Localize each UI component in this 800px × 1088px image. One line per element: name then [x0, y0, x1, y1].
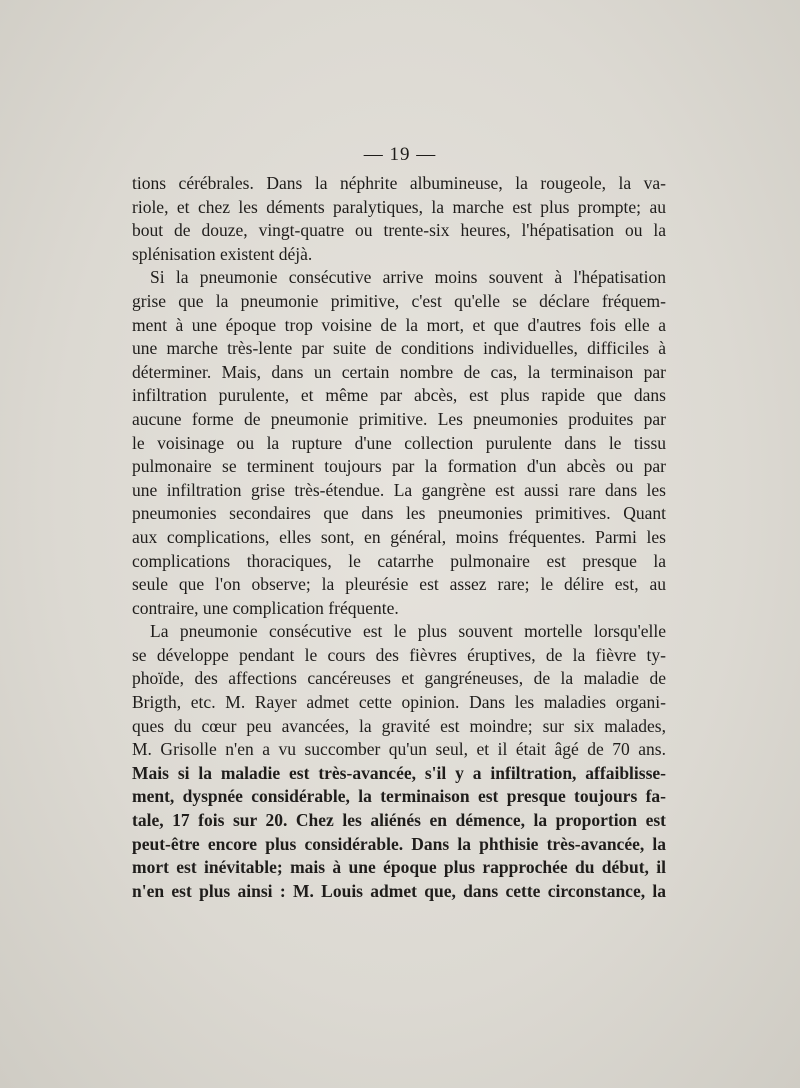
- text-line: tions cérébrales. Dans la néphrite albumineuse, la rougeole, la va-: [132, 173, 666, 193]
- text-line: mort est inévitable; mais à une époque plus rapprochée du début, il: [132, 857, 666, 878]
- page-number: — 19 —: [363, 144, 437, 165]
- text-line: M. Grisolle n'en a vu succomber qu'un seul, et il était âgé de 70 ans.: [132, 739, 666, 760]
- paragraph-1: [132, 172, 666, 266]
- text-line: se développe pendant le cours des fièvres éruptives, de la fièvre ty-: [132, 644, 666, 665]
- body-text: [132, 172, 666, 903]
- text-line: splénisation existent déjà.: [132, 243, 313, 264]
- text-line: ques du cœur peu avancées, la gravité est moindre; sur six malades,: [132, 715, 666, 736]
- text-line: bout de douze, vingt-quatre ou trente-six heures, l'hépatisation ou la: [132, 220, 666, 241]
- text-line: Si la pneumonie consécutive arrive moins souvent à l'hépatisation: [150, 267, 666, 288]
- paragraph-2: [132, 266, 666, 620]
- text-line: le voisinage ou la rupture d'une collection purulente dans le tissu: [132, 432, 666, 453]
- text-line: tale, 17 fois sur 20. Chez les aliénés en démence, la proportion est: [132, 810, 666, 831]
- paragraph-3: [132, 620, 666, 903]
- text-line: ment, dyspnée considérable, la terminaison est presque toujours fa-: [132, 786, 666, 807]
- text-line: ment à une époque trop voisine de la mort, et que d'autres fois elle a: [132, 314, 666, 335]
- text-line: seule que l'on observe; la pleurésie est assez rare; le délire est, au: [132, 574, 666, 595]
- text-line: aux complications, elles sont, en général, moins fréquentes. Parmi les: [132, 526, 666, 547]
- text-line: Mais si la maladie est très-avancée, s'il y a infiltration, affaiblisse-: [132, 762, 666, 783]
- text-line: déterminer. Mais, dans un certain nombre de cas, la terminaison par: [132, 361, 666, 382]
- text-line: phoïde, des affections cancéreuses et gangréneuses, de la maladie de: [132, 668, 666, 689]
- text-line: n'en est plus ainsi : M. Louis admet que, dans cette circonstance, la: [132, 880, 666, 901]
- text-line: pneumonies secondaires que dans les pneumonies primitives. Quant: [132, 503, 666, 524]
- text-line: aucune forme de pneumonie primitive. Les pneumonies produites par: [132, 408, 666, 429]
- text-line: Brigth, etc. M. Rayer admet cette opinion. Dans les maladies organi-: [132, 692, 666, 713]
- text-line: infiltration purulente, et même par abcès, est plus rapide que dans: [132, 385, 666, 406]
- text-line: contraire, une complication fréquente.: [132, 597, 399, 618]
- text-line: complications thoraciques, le catarrhe pulmonaire est presque la: [132, 550, 666, 571]
- text-line: riole, et chez les déments paralytiques, la marche est plus prompte; au: [132, 196, 666, 217]
- text-line: une infiltration grise très-étendue. La gangrène est aussi rare dans les: [132, 479, 666, 500]
- text-line: grise que la pneumonie primitive, c'est qu'elle se déclare fréquem-: [132, 290, 666, 311]
- text-line: une marche très-lente par suite de conditions individuelles, difficiles à: [132, 338, 666, 359]
- text-line: pulmonaire se terminent toujours par la formation d'un abcès ou par: [132, 456, 666, 477]
- text-line: La pneumonie consécutive est le plus souvent mortelle lorsqu'elle: [150, 621, 666, 642]
- text-line: peut-être encore plus considérable. Dans la phthisie très-avancée, la: [132, 833, 666, 854]
